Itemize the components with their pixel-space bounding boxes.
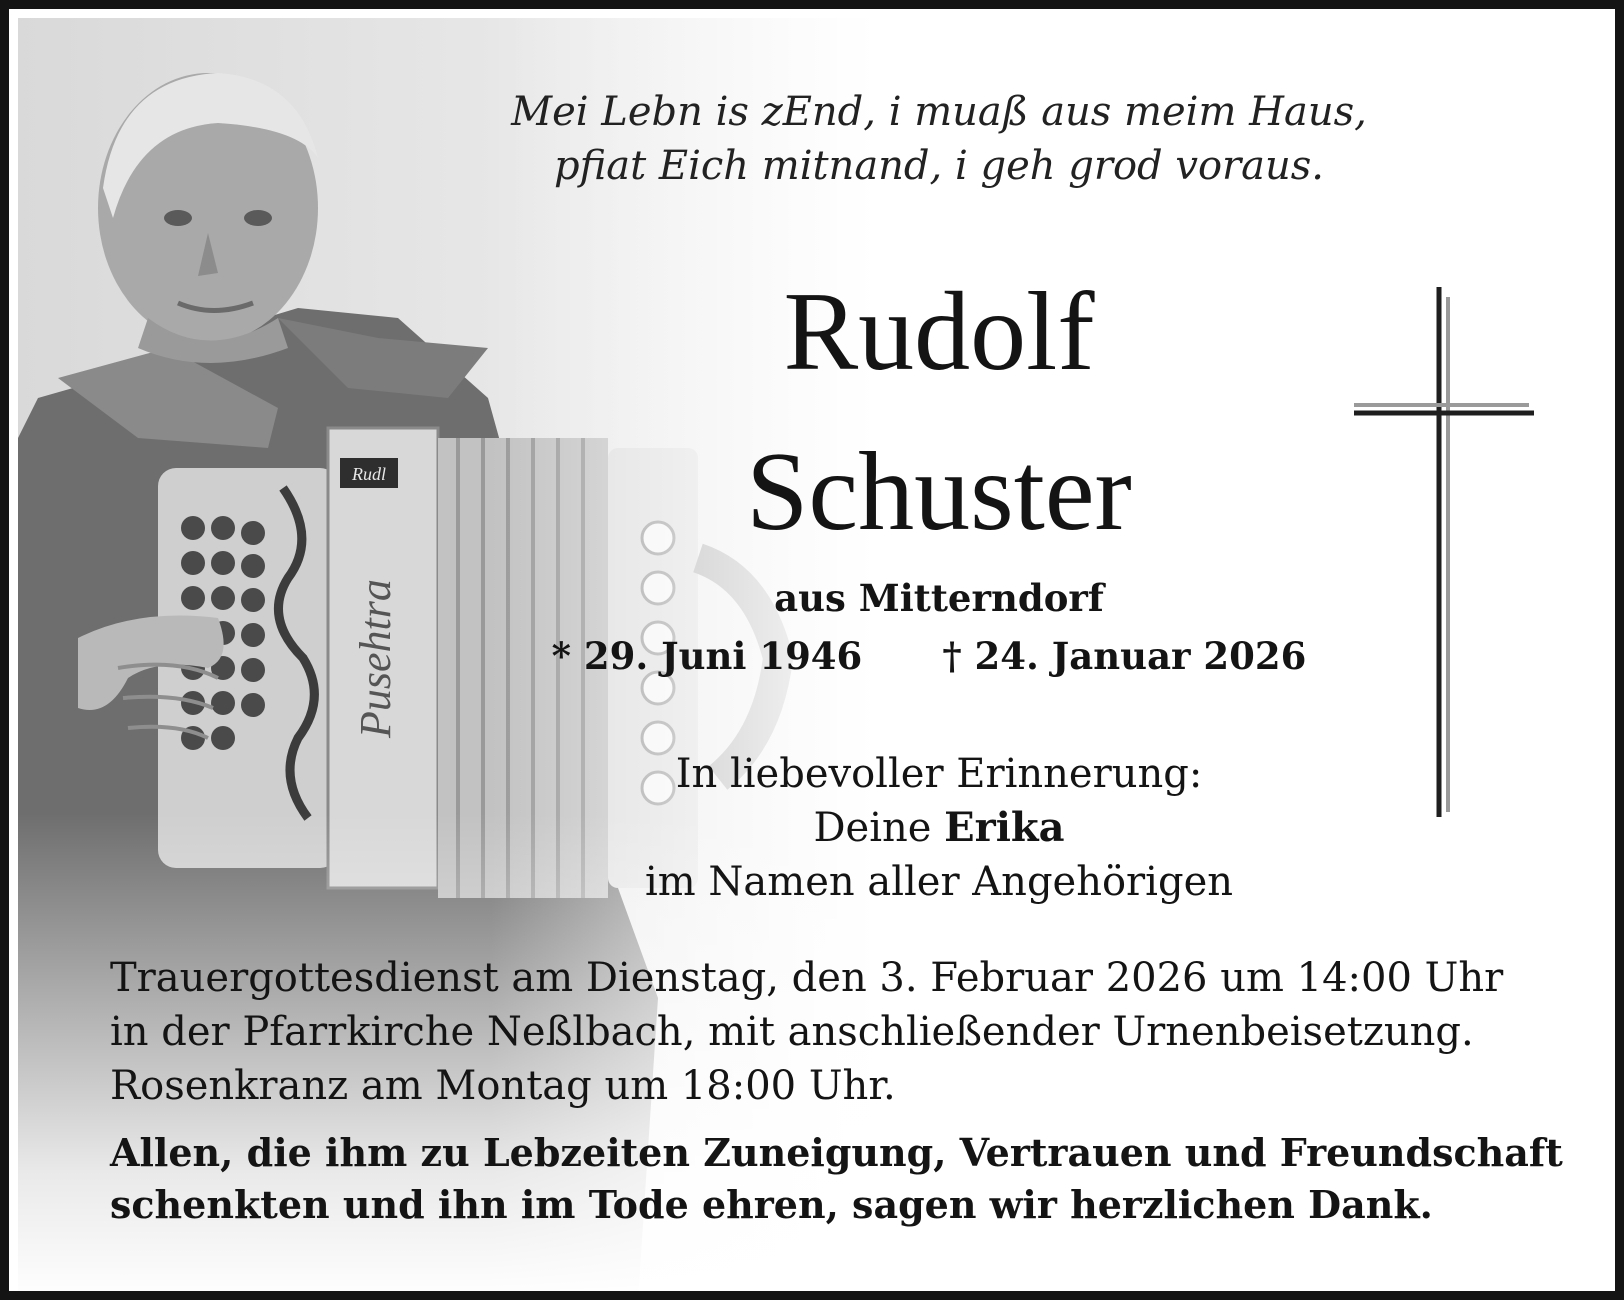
memory-signature-name: Erika: [944, 804, 1065, 851]
motto-line: pfiat Eich mitnand, i geh grod voraus.: [553, 143, 1325, 189]
service-details: [110, 951, 1503, 1113]
memory-block: [609, 747, 1269, 909]
service-line: in der Pfarrkirche Neßlbach, mit anschließender Urnenbeisetzung.: [110, 1009, 1474, 1055]
birth-date: * 29. Juni 1946: [551, 634, 863, 678]
service-line: Trauergottesdienst am Dienstag, den 3. Februar 2026 um 14:00 Uhr: [110, 955, 1504, 1001]
memory-heading: In liebevoller Erinnerung:: [675, 751, 1203, 797]
deceased-last-name: Schuster: [746, 430, 1132, 554]
thanks-line: Allen, die ihm zu Lebzeiten Zuneigung, Vertrauen und Freundschaft: [110, 1130, 1563, 1175]
deceased-origin: aus Mitterndorf: [774, 576, 1104, 620]
deceased-first-name: Rudolf: [783, 270, 1095, 394]
memory-signature-prefix: Deine: [813, 805, 945, 851]
service-line: Rosenkranz am Montag um 18:00 Uhr.: [110, 1063, 896, 1109]
motto-verse: [509, 85, 1369, 193]
death-date: † 24. Januar 2026: [942, 634, 1307, 678]
motto-line: Mei Lebn is zEnd, i muaß aus meim Haus,: [511, 89, 1367, 135]
memory-signature: [609, 801, 1269, 855]
memory-family: im Namen aller Angehörigen: [644, 859, 1234, 905]
thanks-note: [110, 1127, 1563, 1231]
thanks-line: schenkten und ihn im Tode ehren, sagen wir herzlichen Dank.: [110, 1182, 1433, 1227]
life-dates: [549, 631, 1309, 681]
cross-icon: [1349, 287, 1539, 817]
